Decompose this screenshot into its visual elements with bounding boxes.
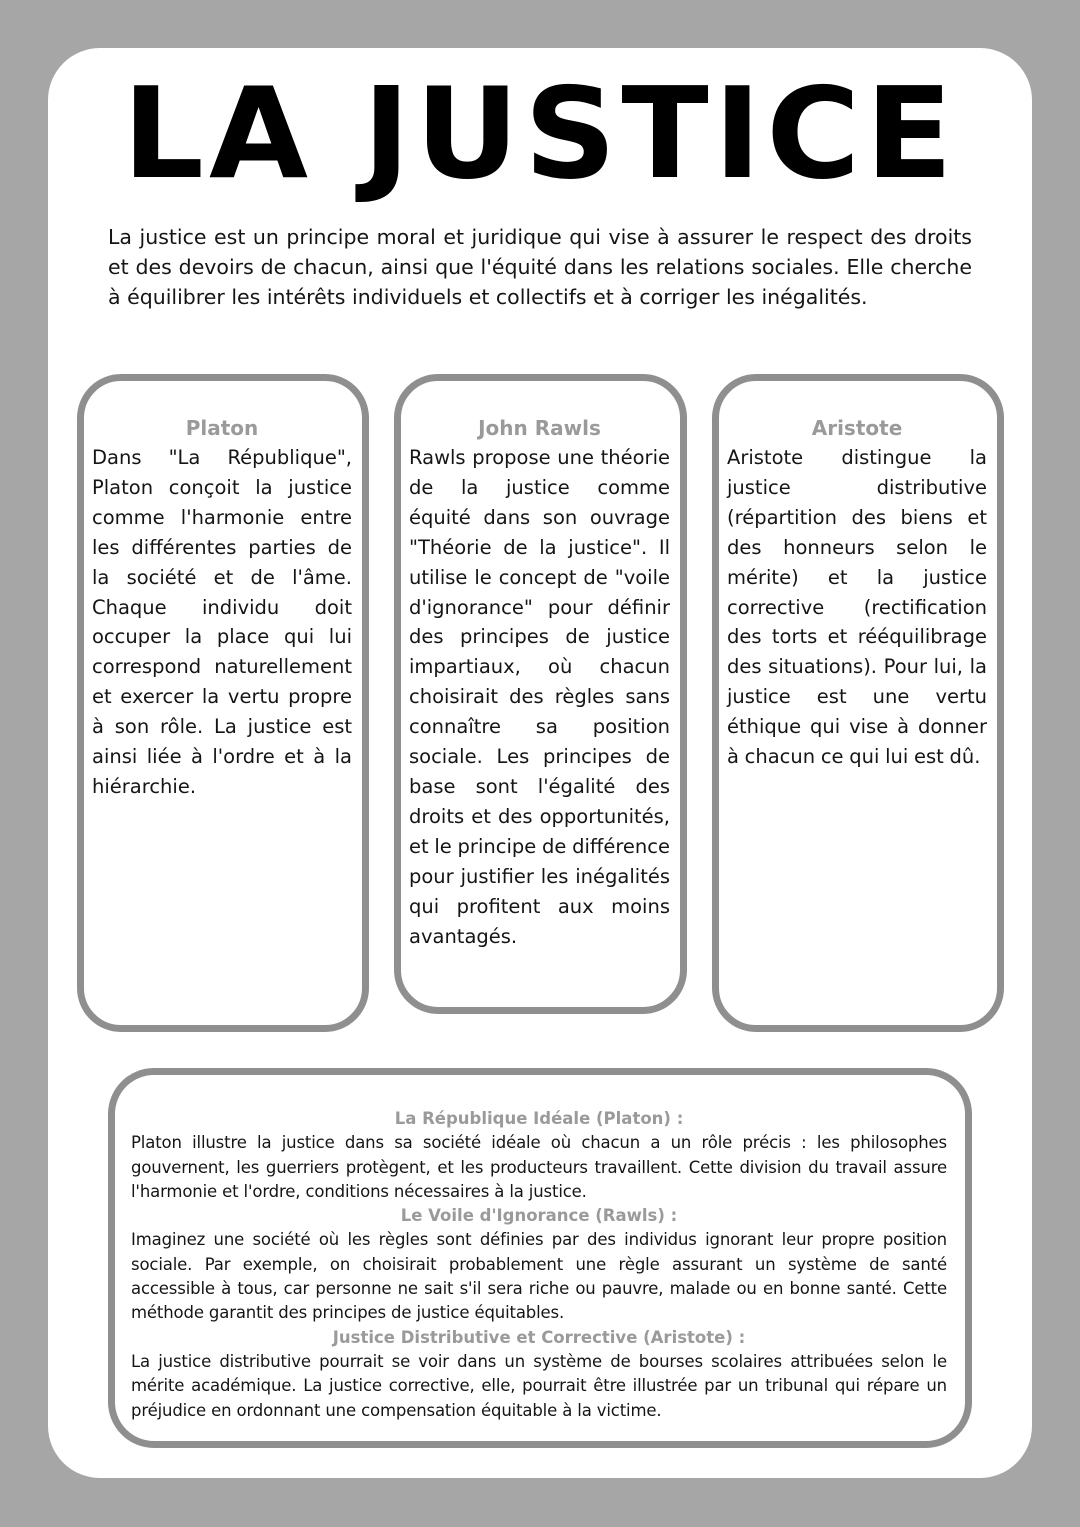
intro-paragraph: La justice est un principe moral et juridique qui vise à assurer le respect des droits et des devoirs de chacun, ainsi que l'équité dans les relations sociales. Elle cherche à équilibrer les intérêts individuels et collectifs et à corriger les inégalités. bbox=[108, 225, 972, 309]
card-name: John Rawls bbox=[478, 416, 601, 440]
card-platon bbox=[77, 374, 369, 1032]
card-rawls bbox=[394, 374, 687, 1014]
examples-box bbox=[108, 1068, 972, 1448]
example-text-aristote: La justice distributive pourrait se voir dans un système de bourses scolaires attribuées selon le mérite académique. La justice corrective, elle, pourrait être illustrée par un tribunal qui répare un préjudice en ordonnant une compensation équitable à la victime. bbox=[131, 1351, 947, 1420]
card-aristote bbox=[712, 374, 1004, 1032]
example-text-platon: Platon illustre la justice dans sa société idéale où chacun a un rôle précis : les philosophes gouvernent, les guerriers protègent, et les producteurs travaillent. Cette division du travail assure l'harmonie et l'ordre, conditions nécessaires à la justice. bbox=[131, 1133, 947, 1201]
card-name: Aristote bbox=[811, 416, 903, 440]
example-title-rawls: Le Voile d'Ignorance (Rawls) : bbox=[400, 1206, 678, 1226]
example-title-aristote: Justice Distributive et Corrective (Aristote) : bbox=[332, 1327, 746, 1347]
example-text-rawls: Imaginez une société où les règles sont définies par des individus ignorant leur propre position sociale. Par exemple, on choisirait probablement une règle assurant un système de santé accessible à tous, car personne ne sait s'il sera riche ou pauvre, malade ou en bonne santé. Cette méthode garantit des principes de justice équitables. bbox=[131, 1230, 947, 1323]
card-text: Rawls propose une théorie de la justice comme équité dans son ouvrage "Théorie de la justice". Il utilise le concept de "voile d'ignorance" pour définir des principes de justice impartiaux, où chacun choisirait des règles sans connaître sa position sociale. Les principes de base sont l'égalité des droits et des opportunités, et le principe de différence pour justifier les inégalités qui profitent aux moins avantagés. bbox=[409, 446, 670, 948]
card-name: Platon bbox=[185, 416, 259, 440]
card-text: Aristote distingue la justice distributive (répartition des biens et des honneurs selon le mérite) et la justice corrective (rectification des torts et rééquilibrage des situations). Pour lui, la justice est une vertu éthique qui vise à donner à chacun ce qui lui est dû. bbox=[727, 446, 987, 769]
card-text: Dans "La République", Platon conçoit la justice comme l'harmonie entre les différentes parties de la société et de l'âme. Chaque individu doit occuper la place qui lui correspond naturellement et exercer la vertu propre à son rôle. La justice est ainsi liée à l'ordre et à la hiérarchie. bbox=[92, 446, 352, 798]
page-title: LA JUSTICE bbox=[122, 61, 958, 208]
example-title-platon: La République Idéale (Platon) : bbox=[394, 1109, 684, 1128]
